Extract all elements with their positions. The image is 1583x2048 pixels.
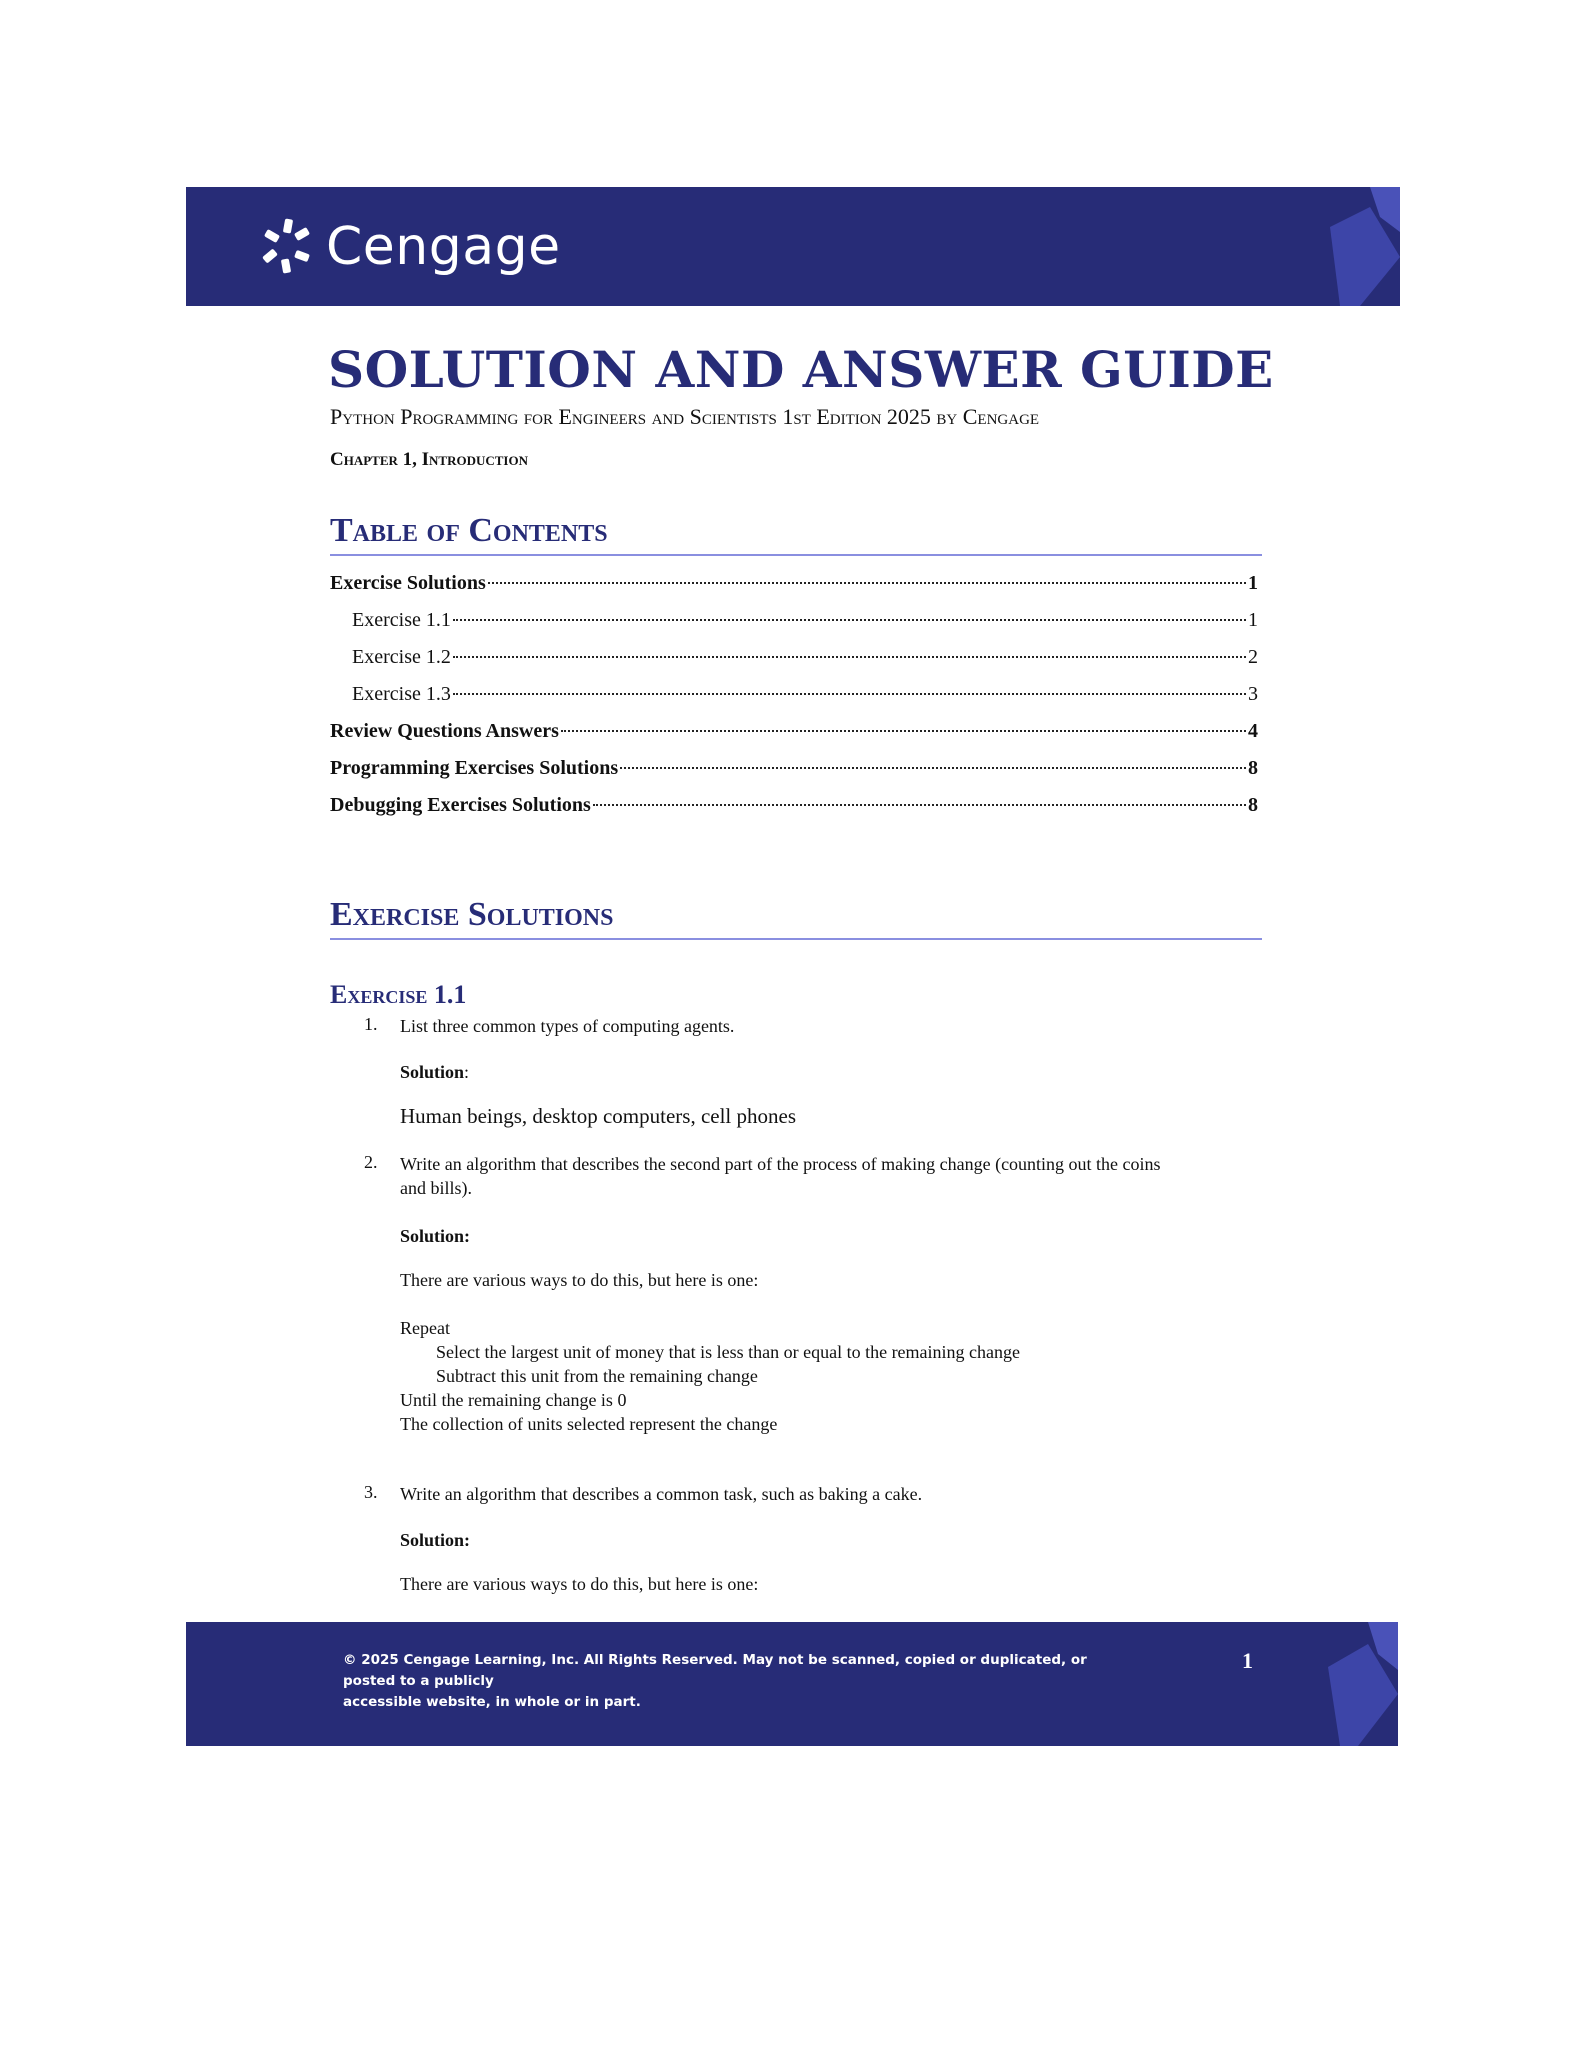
cengage-logo-icon xyxy=(258,217,318,277)
page-number: 1 xyxy=(1242,1648,1253,1673)
toc-entry-label: Exercise Solutions xyxy=(330,572,486,594)
toc-entry-label: Exercise 1.2 xyxy=(352,646,451,668)
toc-entry[interactable] xyxy=(330,794,1258,831)
solution-intro: There are various ways to do this, but here is one: xyxy=(400,1270,759,1290)
toc-entry[interactable] xyxy=(330,572,1258,609)
solution-label-text: Solution xyxy=(400,1062,465,1082)
toc-entry-label: Programming Exercises Solutions xyxy=(330,757,619,779)
question-text: Write an algorithm that describes a common task, such as baking a cake. xyxy=(400,1484,923,1504)
chapter-title: Chapter 1, Introduction xyxy=(330,449,528,470)
toc-leader xyxy=(453,656,1246,658)
toc-entry-page: 1 xyxy=(1248,572,1258,594)
toc-leader xyxy=(593,804,1246,806)
toc-entry-label: Debugging Exercises Solutions xyxy=(330,794,591,816)
book-subtitle: Python Programming for Engineers and Scientists 1st Edition 2025 by Cengage xyxy=(330,404,1040,429)
copyright-line: accessible website, in whole or in part. xyxy=(343,1694,641,1710)
toc-leader xyxy=(561,730,1246,732)
solution-colon: : xyxy=(464,1062,470,1082)
algorithm-line: Select the largest unit of money that is less than or equal to the remaining change xyxy=(436,1342,1021,1362)
toc-entry-page: 3 xyxy=(1248,683,1258,705)
question-text: List three common types of computing agents. xyxy=(400,1016,735,1036)
solution-label: Solution: xyxy=(400,1530,471,1550)
page-title: SOLUTION AND ANSWER GUIDE xyxy=(328,340,1274,399)
toc-entry-label: Review Questions Answers xyxy=(330,720,559,742)
toc-leader xyxy=(453,693,1246,695)
answer-text: Human beings, desktop computers, cell phones xyxy=(400,1104,797,1128)
table-of-contents xyxy=(330,572,1258,831)
toc-entry[interactable] xyxy=(330,720,1258,757)
brand-name: Cengage xyxy=(326,217,561,277)
toc-entry-page: 8 xyxy=(1248,757,1258,779)
question-text-line: and bills). xyxy=(400,1178,472,1198)
toc-entry[interactable] xyxy=(330,683,1258,720)
algorithm-line: Until the remaining change is 0 xyxy=(400,1390,627,1410)
toc-entry-page: 1 xyxy=(1248,609,1258,631)
exercise-1-1-heading: Exercise 1.1 xyxy=(330,980,467,1009)
toc-leader xyxy=(453,619,1246,621)
question-number: 3. xyxy=(364,1482,378,1502)
decorative-shapes-icon xyxy=(1320,187,1400,306)
toc-entry[interactable] xyxy=(330,757,1258,794)
toc-entry[interactable] xyxy=(330,646,1258,683)
header-band xyxy=(186,187,1400,306)
question-text-line: Write an algorithm that describes the second part of the process of making change (counting out the coins xyxy=(400,1154,1161,1174)
algorithm-line: The collection of units selected represent the change xyxy=(400,1414,778,1434)
toc-entry-label: Exercise 1.1 xyxy=(352,609,451,631)
footer-band xyxy=(186,1622,1398,1746)
toc-leader xyxy=(620,767,1246,769)
toc-entry-page: 4 xyxy=(1248,720,1258,742)
toc-entry[interactable] xyxy=(330,609,1258,646)
toc-entry-label: Exercise 1.3 xyxy=(352,683,451,705)
solution-label xyxy=(400,1060,469,1084)
copyright-notice xyxy=(343,1650,1123,1713)
solution-label: Solution: xyxy=(400,1226,471,1246)
decorative-shapes-icon xyxy=(1318,1622,1398,1746)
cengage-logo xyxy=(258,217,561,277)
algorithm-line: Subtract this unit from the remaining change xyxy=(436,1366,758,1386)
question-number: 2. xyxy=(364,1152,378,1172)
question-number: 1. xyxy=(364,1014,378,1034)
toc-entry-page: 2 xyxy=(1248,646,1258,668)
toc-heading: Table of Contents xyxy=(330,512,1262,556)
toc-entry-page: 8 xyxy=(1248,794,1258,816)
toc-leader xyxy=(488,582,1246,584)
copyright-line: © 2025 Cengage Learning, Inc. All Rights Reserved. May not be scanned, copied or duplicated, or posted to a publicly xyxy=(343,1652,1087,1689)
exercise-solutions-heading: Exercise Solutions xyxy=(330,896,1262,940)
algorithm-line: Repeat xyxy=(400,1318,450,1338)
solution-intro: There are various ways to do this, but here is one: xyxy=(400,1574,759,1594)
